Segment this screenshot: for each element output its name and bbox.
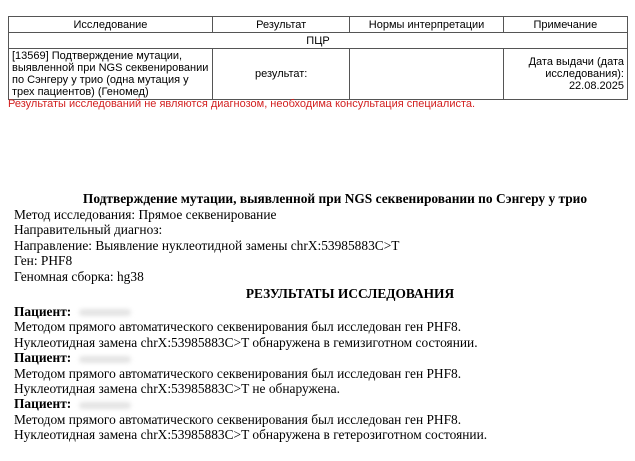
section-row [9,33,628,49]
patient-1-method: Методом прямого автоматического секвенирования был исследован ген PHF8. [14,319,462,335]
disclaimer-text: Результаты исследований не являются диагнозом, необходима консультация специалиста. [8,98,476,110]
results-heading: РЕЗУЛЬТАТЫ ИССЛЕДОВАНИЯ [245,285,455,301]
table-header-row [9,17,628,33]
table-row [9,49,628,100]
header-norms: Нормы интерпретации [350,17,503,33]
gene-line: Ген: PHF8 [14,253,73,269]
redacted-name [79,356,131,363]
method-line: Метод исследования: Прямое секвенирование [14,207,277,222]
note-cell: Дата выдачи (дата исследования): 22.08.2025 [503,49,627,100]
patient-3-row [14,396,626,411]
patient-3-result: Нуклеотидная замена chrX:53985883C>T обнаружена в гетерозиготном состоянии. [14,427,488,443]
report-title: Подтверждение мутации, выявленной при NGS секвенировании по Сэнгеру у трио [82,191,588,206]
redacted-name [79,402,131,409]
diagnosis-line: Направительный диагноз: [14,222,163,238]
test-name-cell: [13569] Подтверждение мутации, выявленной при NGS секвенировании по Сэнгеру у трио (одна мутация у трех пациентов) (Геномед) [9,49,213,100]
header-note: Примечание [503,17,627,33]
header-result: Результат [212,17,349,33]
patient-label: Пациент: [14,303,72,319]
report-document [14,190,626,442]
patient-2-result: Нуклеотидная замена chrX:53985883C>T не обнаружена. [14,380,340,396]
patient-2-row [14,350,626,365]
redacted-name [79,309,131,316]
patient-1-row [14,304,626,319]
patient-label: Пациент: [14,396,72,412]
norms-cell [350,49,503,100]
patient-1-result: Нуклеотидная замена chrX:53985883C>T обнаружена в гемизиготном состоянии. [14,334,478,350]
patient-label: Пациент: [14,350,72,366]
section-label: ПЦР [9,33,628,49]
assembly-line: Геномная сборка: hg38 [14,268,144,284]
direction-line: Направление: Выявление нуклеотидной замены chrX:53985883C>T [14,237,400,253]
results-table [8,16,628,100]
patient-2-method: Методом прямого автоматического секвенирования был исследован ген PHF8. [14,365,462,381]
result-cell: результат: [212,49,349,100]
header-research: Исследование [9,17,213,33]
patient-3-method: Методом прямого автоматического секвенирования был исследован ген PHF8. [14,411,462,427]
